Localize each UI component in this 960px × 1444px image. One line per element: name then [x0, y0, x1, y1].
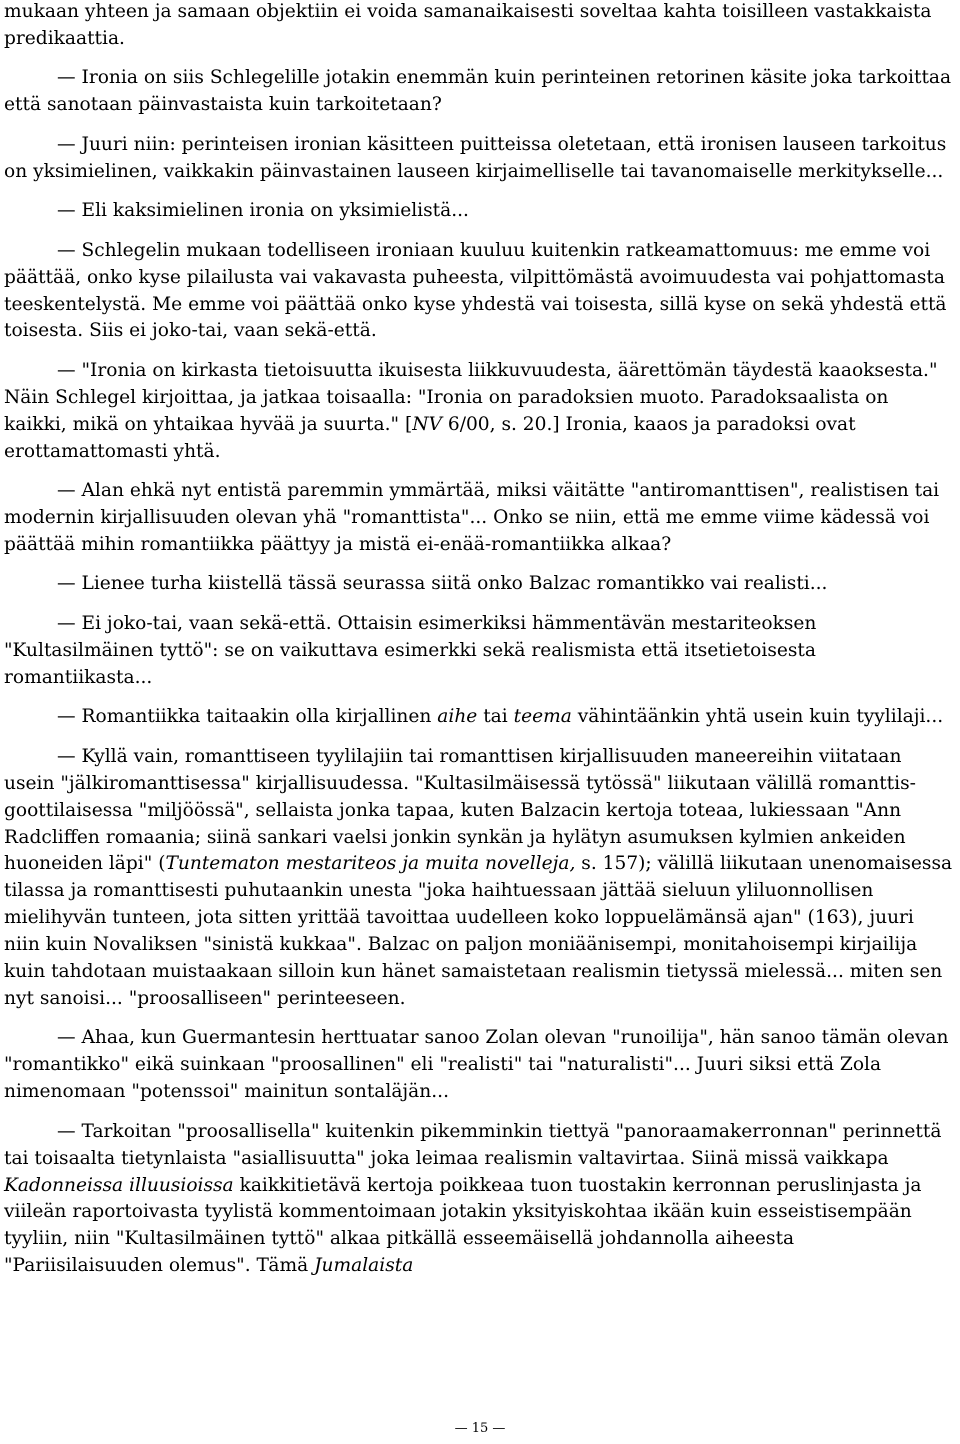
paragraph-text: s. 157); välillä liikutaan unenomaisessa tilassa ja romanttisesti puhutaankin unesta "joka haihtuessaan jättää sieluun yliluonnollisen mielihyvän tunteen, jota sitten yrittää tavoittaa uudelleen koko loppuelämänsä ajan" (163), juuri niin kuin Novaliksen "sinistä kukkaa". Balzac on paljon moniäänisempi, monitahoisempi kirjailija kuin tahdotaan muistaakaan silloin kun hänet samaistetaan realismin tietyssä mielessä... miten sen nyt sanoisi... "proosalliseen" perinteeseen. — [4, 853, 953, 1009]
paragraph-text: — Schlegelin mukaan todelliseen ironiaan kuuluu kuitenkin ratkeamattomuus: me emme voi päättää, onko kyse pilailusta vai vakavasta puheesta, vilpittömästä avoimuudesta vai pohjattomasta teeskentelystä. Me emme voi päättää onko kyse yhdestä vai toisesta, sillä kyse on sekä yhdestä että toisesta. Siis ei joko-tai, vaan sekä-että. — [4, 239, 947, 342]
dialogue-paragraph — [4, 704, 954, 731]
dialogue-paragraph — [4, 571, 954, 598]
paragraph-text: tai — [477, 706, 514, 728]
dialogue-paragraph — [4, 238, 954, 346]
dialogue-paragraph — [4, 65, 954, 119]
document-page — [4, 0, 954, 1293]
paragraph-text: — Tarkoitan "proosallisella" kuitenkin pikemminkin tiettyä "panoraamakerronnan" perinnettä tai toisaalta tietynlaista "asiallisuutta" joka leimaa realismin valtavirtaa. Siinä missä vaikkapa — [4, 1120, 942, 1169]
paragraph-text: — Romantiikka taitaakin olla kirjallinen — [57, 706, 438, 728]
italic-title: Kadonneissa illuusioissa — [4, 1174, 234, 1196]
italic-title: aihe — [437, 706, 478, 728]
dialogue-paragraph — [4, 1119, 954, 1280]
dialogue-paragraph — [4, 611, 954, 692]
paragraph-text: — Alan ehkä nyt entistä paremmin ymmärtää, miksi väitätte "antiromanttisen", realistisen tai modernin kirjallisuuden olevan yhä "romanttista"... Onko se niin, että me emme viime kädessä voi päättää mihin romantiikka päättyy ja mistä ei-enää-romantiikka alkaa? — [4, 480, 940, 555]
dialogue-paragraph — [4, 744, 954, 1013]
paragraph-text: kaikkitietävä kertoja poikkeaa tuon tuostakin kerronnan peruslinjasta ja viileän raportoivasta tyylistä kommentoimaan jotakin yksityiskohtaa ikään kuin esseistisempään tyyliin, niin "Kultasilmäinen tyttö" alkaa pitkällä esseemäisellä johdannolla aiheesta "Pariisilaisuuden olemus". Tämä — [4, 1174, 922, 1277]
body-text — [4, 0, 954, 1280]
paragraph-text: 6/00, s. 20.] Ironia, kaaos ja paradoksi ovat erottamattomasti yhtä. — [4, 413, 856, 462]
italic-title: teema — [513, 706, 572, 728]
dialogue-paragraph — [4, 358, 954, 466]
italic-title: NV — [412, 413, 442, 435]
paragraph-text: — Eli kaksimielinen ironia on yksimielistä... — [57, 200, 469, 222]
paragraph-text: — Kyllä vain, romanttiseen tyylilajiin tai romanttisen kirjallisuuden maneereihin viitataan usein "jälkiromanttisessa" kirjallisuudessa. "Kultasilmäisessä tytössä" liikutaan välillä romanttis-goottilaisessa "miljöössä", sellaista jonka tapaa, kuten Balzacin kertoja toteaa, lukiessaan "Ann Radcliffen romaania; siinä sankari vaelsi jonkin synkän ja hylätyn asumuksen kylmien ankeiden huoneiden läpi" ( — [4, 745, 916, 875]
dialogue-paragraph — [4, 132, 954, 186]
paragraph-text: — "Ironia on kirkasta tietoisuutta ikuisesta liikkuvuudesta, äärettömän täydestä kaaoksesta." Näin Schlegel kirjoittaa, ja jatkaa toisaalla: "Ironia on paradoksien muoto. Paradoksaalista on kaikki, mikä on yhtaikaa hyvää ja suurta." [ — [4, 359, 938, 435]
continued-paragraph — [4, 0, 954, 53]
dialogue-paragraph — [4, 478, 954, 559]
paragraph-text: — Juuri niin: perinteisen ironian käsitteen puitteissa oletetaan, että ironisen lauseen tarkoitus on yksimielinen, vaikkakin päinvastainen lauseen kirjaimelliselle tai tavanomaiselle merkitykselle... — [4, 133, 947, 182]
italic-title: Tuntematon mestariteos ja muita novelleja, — [165, 853, 576, 875]
paragraph-text: — Ahaa, kun Guermantesin herttuatar sanoo Zolan olevan "runoilija", hän sanoo tämän olevan "romantikko" eikä suinkaan "proosallinen" eli "realisti" tai "naturalisti"... Juuri siksi että Zola nimenomaan "potenssoi" mainitun sontaläjän... — [4, 1027, 949, 1103]
italic-title: Jumalaista — [314, 1255, 414, 1277]
dialogue-paragraph — [4, 1025, 954, 1106]
paragraph-text: — Lienee turha kiistellä tässä seurassa siitä onko Balzac romantikko vai realisti... — [57, 573, 828, 595]
paragraph-text: — Ei joko-tai, vaan sekä-että. Ottaisin esimerkiksi hämmentävän mestariteoksen "Kultasilmäinen tyttö": se on vaikuttava esimerkki sekä realismista että itsetietoisesta romantiikasta... — [4, 612, 817, 688]
paragraph-text: mukaan yhteen ja samaan objektiin ei voida samanaikaisesti soveltaa kahta toisilleen vastakkaista predikaattia. — [4, 1, 932, 49]
paragraph-text: vähintäänkin yhtä usein kuin tyylilaji... — [571, 706, 944, 728]
page-number: — 15 — — [454, 1421, 506, 1436]
paragraph-text: — Ironia on siis Schlegelille jotakin enemmän kuin perinteinen retorinen käsite joka tarkoittaa että sanotaan päinvastaista kuin tarkoitetaan? — [4, 67, 952, 116]
dialogue-paragraph — [4, 198, 954, 225]
